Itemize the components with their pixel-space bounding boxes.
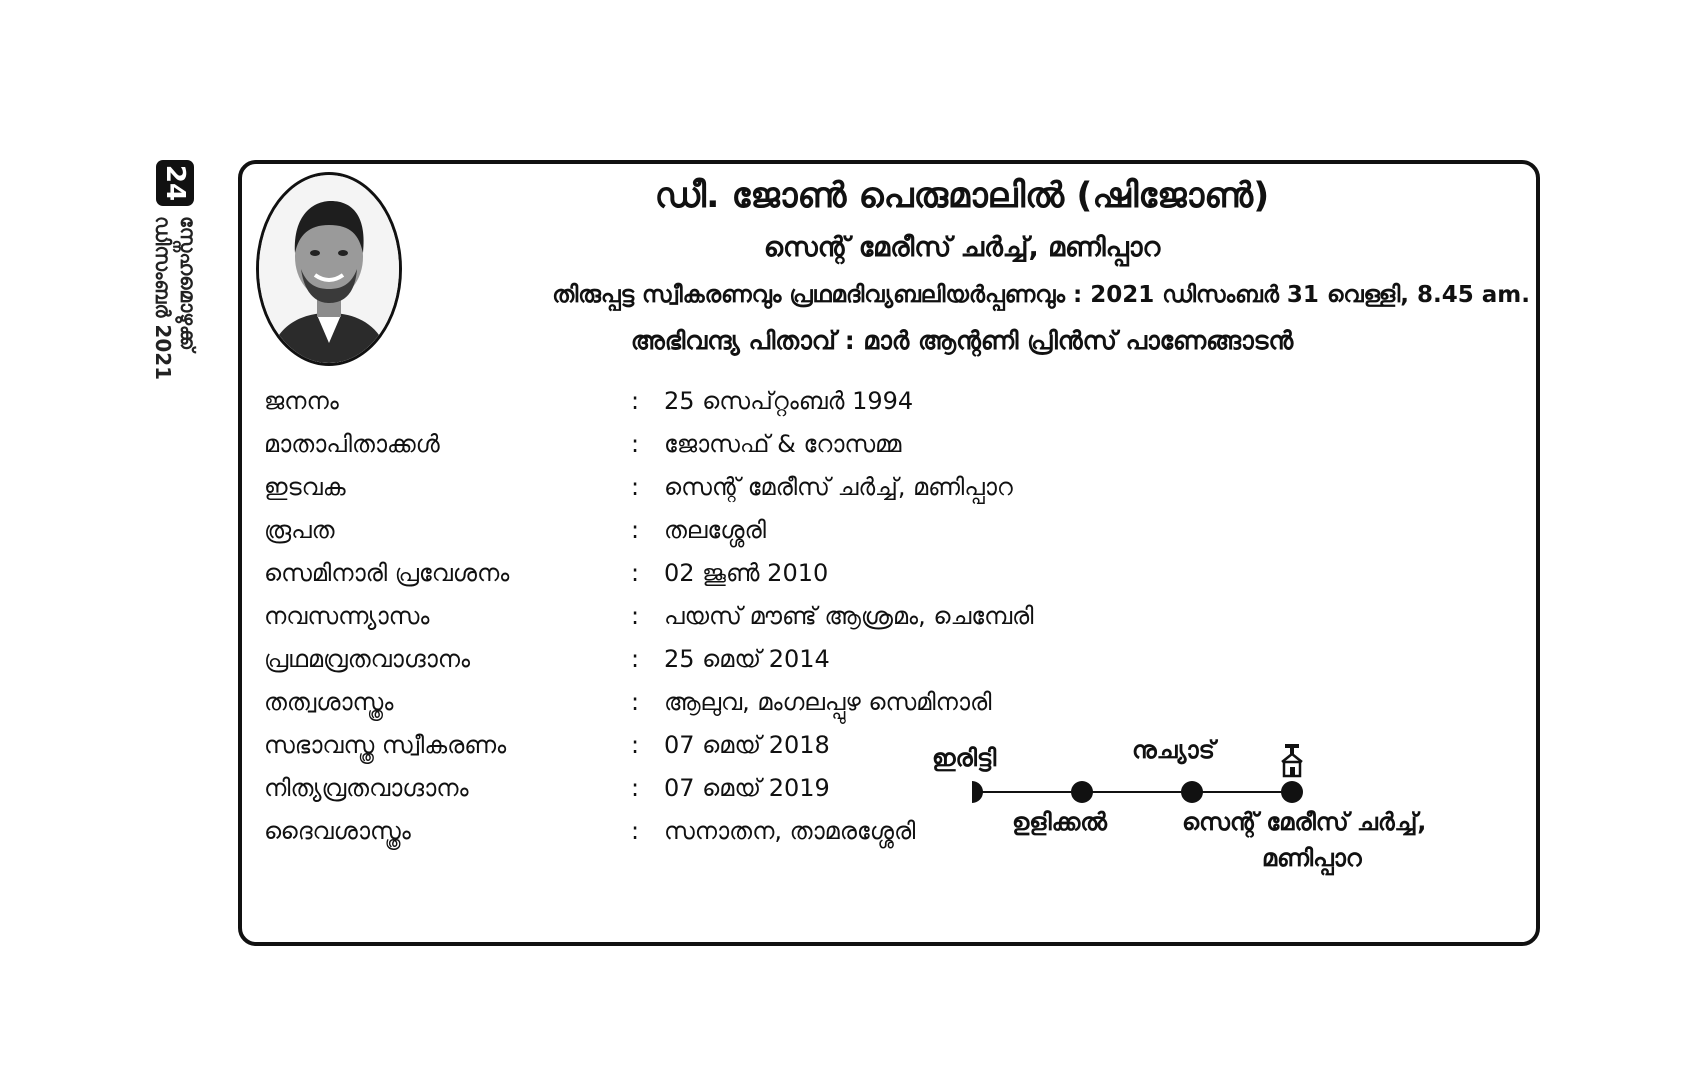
detail-value: 25 മെയ് 2014 xyxy=(664,645,830,673)
page-number: 24 xyxy=(160,164,190,202)
detail-colon: : xyxy=(631,817,640,845)
detail-label: സഭാവസ്ത്ര സ്വീകരണം xyxy=(264,731,507,759)
detail-value: 02 ജൂൺ 2010 xyxy=(664,559,829,587)
side-margin xyxy=(150,160,200,460)
detail-value: പയസ് മൗണ്ട് ആശ്രമം, ചെമ്പേരി xyxy=(664,602,1034,630)
church-icon xyxy=(1282,744,1302,776)
route-stop-manippara: മണിപ്പാറ xyxy=(1262,844,1362,872)
side-caption xyxy=(150,216,200,456)
detail-value: ജോസഫ് & റോസമ്മ xyxy=(664,430,902,458)
detail-value: സനാതന, താമരശ്ശേരി xyxy=(664,817,916,845)
route-map xyxy=(932,736,1532,924)
detail-label: തത്വശാസ്ത്രം xyxy=(264,688,394,716)
detail-row xyxy=(264,602,1034,642)
detail-label: രൂപത xyxy=(264,516,335,544)
detail-label: നിത്യവ്രതവാഗ്ദാനം xyxy=(264,774,469,802)
detail-colon: : xyxy=(631,645,640,673)
bishop-info: അഭിവന്ദ്യ പിതാവ് : മാർ ആന്റണി പ്രിൻസ് പാണേങ്ങാടൻ xyxy=(630,326,1294,355)
stop-dot xyxy=(1281,781,1303,803)
detail-value: ആലുവ, മംഗലപ്പുഴ സെമിനാരി xyxy=(664,688,992,716)
detail-colon: : xyxy=(631,731,640,759)
detail-colon: : xyxy=(631,516,640,544)
route-stop-church: സെന്റ് മേരീസ് ചർച്ച്, xyxy=(1182,808,1427,836)
church-name: സെന്റ് മേരീസ് ചർച്ച്, മണിപ്പാറ xyxy=(763,232,1161,263)
detail-label: ഇടവക xyxy=(264,473,346,501)
detail-row xyxy=(264,473,1013,513)
deacon-name: ഡീ. ജോൺ പെരുമാലിൽ (ഷിജോൺ) xyxy=(654,176,1270,216)
detail-label: ദൈവശാസ്ത്രം xyxy=(264,817,411,845)
detail-row xyxy=(264,731,984,771)
detail-row xyxy=(264,645,984,685)
stop-dot xyxy=(972,781,983,803)
detail-colon: : xyxy=(631,774,640,802)
ordination-info: തിരുപ്പട്ട സ്വീകരണവും പ്രഥമദിവ്യബലിയർപ്പണവും : 2021 ഡിസംബർ 31 വെള്ളി, 8.45 am. xyxy=(552,282,1530,308)
detail-value: സെന്റ് മേരീസ് ചർച്ച്, മണിപ്പാറ xyxy=(664,473,1013,501)
side-caption-line2: ഡിസംബർ 2021 xyxy=(151,216,175,381)
detail-value: തലശ്ശേരി xyxy=(664,516,766,544)
detail-label: മാതാപിതാക്കൾ xyxy=(264,430,440,458)
detail-value: 07 മെയ് 2018 xyxy=(664,731,830,759)
route-stop-ulikkal: ഉളിക്കൽ xyxy=(1012,808,1108,836)
detail-row xyxy=(264,516,984,556)
portrait-icon xyxy=(259,175,399,363)
detail-row xyxy=(264,688,992,728)
detail-row xyxy=(264,559,984,599)
page-number-badge xyxy=(156,160,194,206)
detail-label: നവസന്ന്യാസം xyxy=(264,602,430,630)
detail-row xyxy=(264,387,984,427)
detail-row xyxy=(264,430,984,470)
side-caption-line1: സ്നേഹമൊഴുക്ക് xyxy=(176,216,200,351)
detail-colon: : xyxy=(631,387,640,415)
detail-colon: : xyxy=(631,559,640,587)
profile-card xyxy=(238,160,1540,946)
detail-value: 07 മെയ് 2019 xyxy=(664,774,830,802)
route-stop-iritty: ഇരിട്ടി xyxy=(932,744,997,772)
detail-label: സെമിനാരി പ്രവേശനം xyxy=(264,559,510,587)
detail-row xyxy=(264,817,984,857)
detail-colon: : xyxy=(631,430,640,458)
detail-colon: : xyxy=(631,602,640,630)
detail-value: 25 സെപ്റ്റംബർ 1994 xyxy=(664,387,914,415)
portrait-photo xyxy=(256,172,402,366)
detail-row xyxy=(264,774,984,814)
detail-colon: : xyxy=(631,688,640,716)
route-stop-nuchyad: നുച്യാട് xyxy=(1132,736,1215,764)
stop-dot xyxy=(1181,781,1203,803)
detail-colon: : xyxy=(631,473,640,501)
detail-label: പ്രഥമവ്രതവാഗ്ദാനം xyxy=(264,645,471,673)
detail-label: ജനനം xyxy=(264,387,339,415)
stop-dot xyxy=(1071,781,1093,803)
